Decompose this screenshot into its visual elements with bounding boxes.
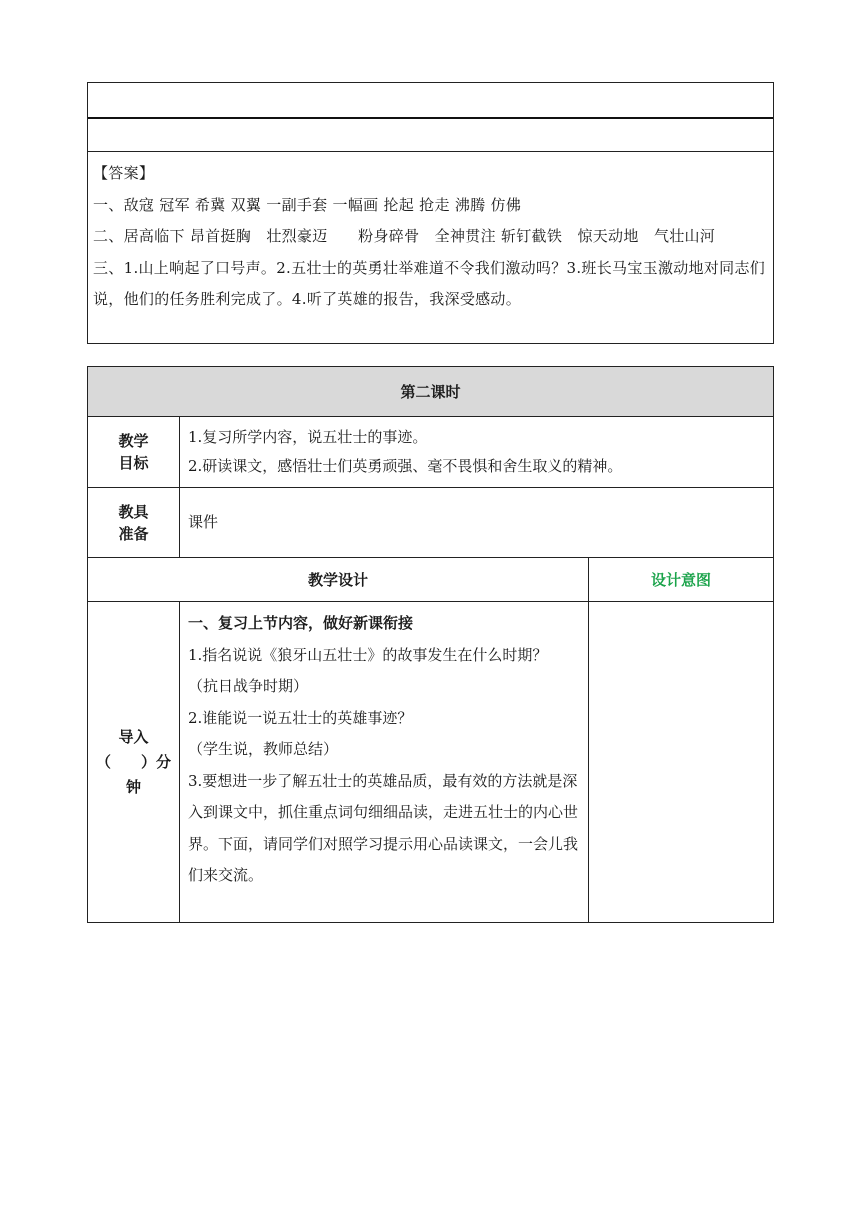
blank-row [88,83,773,118]
answer-line-3: 三、1.山上响起了口号声。2.五壮士的英勇壮举难道不令我们激动吗？3.班长马宝玉激动地对同志们说，他们的任务胜利完成了。4.听了英雄的报告，我深受感动。 [93,258,766,308]
prep-label-line-1: 教具 [118,502,149,521]
goal-content [180,417,774,488]
answer-line-2: 二、居高临下 昂首挺胸 壮烈豪迈 粉身碎骨 全神贯注 斩钉截铁 惊天动地 气壮山河 [93,227,716,245]
prep-label [88,488,180,558]
intro-label-line-1: 导入 [118,727,149,746]
divider-thick [88,117,773,119]
goal-label-line-2: 目标 [118,454,149,472]
design-header: 教学设计 [88,558,589,602]
intro-label [88,602,180,923]
answer-line-1: 一、敌寇 冠军 希冀 双翼 一副手套 一幅画 抡起 抢走 沸腾 仿佛 [93,195,522,214]
lesson-title: 第二课时 [88,367,774,417]
step-1: 1.指名说说《狼牙山五壮士》的故事发生在什么时期？ [188,645,548,664]
prep-content: 课件 [180,488,774,558]
answer-heading: 【答案】 [93,164,155,182]
section-title: 一、复习上节内容，做好新课衔接 [188,614,414,632]
step-1-answer: （抗日战争时期） [188,677,309,695]
lesson-table [87,366,774,923]
goal-label-line-1: 教学 [118,432,149,450]
intent-content [589,602,774,923]
goal-item-1: 1.复习所学内容，说五壮士的事迹。 [188,428,428,446]
step-2-answer: （学生说，教师总结） [188,740,339,758]
answer-content [88,152,773,316]
step-2: 2.谁能说一说五壮士的英雄事迹？ [188,708,413,727]
goal-item-2: 2.研读课文，感悟壮士们英勇顽强、毫不畏惧和舍生取义的精神。 [188,457,623,475]
intro-label-line-3: 钟 [125,777,141,796]
prep-label-line-2: 准备 [118,524,149,543]
goal-label [88,417,180,488]
step-3: 3.要想进一步了解五壮士的英雄品质，最有效的方法就是深入到课文中，抓住重点词句细细品读，走进五壮士的内心世界。下面，请同学们对照学习提示用心品读课文，一会儿我们来交流。 [188,771,579,884]
answer-box [87,82,774,344]
intro-content [180,602,589,923]
intent-header: 设计意图 [589,558,774,602]
intro-label-line-2: （ ）分 [95,752,171,771]
